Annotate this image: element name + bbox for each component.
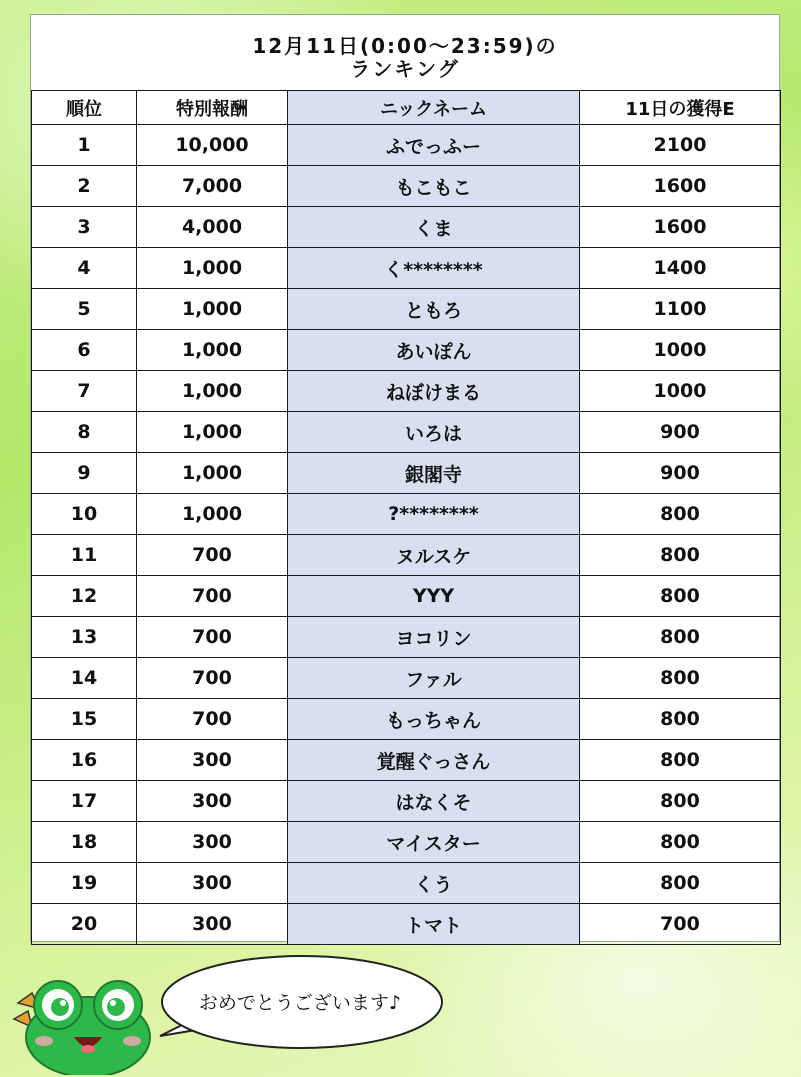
earned-cell: 1100	[580, 289, 781, 330]
earned-cell: 1600	[580, 207, 781, 248]
reward-cell: 700	[137, 699, 288, 740]
rank-cell: 16	[32, 740, 137, 781]
table-row	[32, 904, 781, 945]
table-row	[32, 248, 781, 289]
rank-cell: 5	[32, 289, 137, 330]
nickname-cell: ふでっふー	[288, 125, 580, 166]
reward-cell: 700	[137, 658, 288, 699]
rank-cell: 11	[32, 535, 137, 576]
table-row	[32, 617, 781, 658]
rank-cell: 1	[32, 125, 137, 166]
earned-cell: 1400	[580, 248, 781, 289]
nickname-cell: トマト	[288, 904, 580, 945]
rank-cell: 18	[32, 822, 137, 863]
nickname-cell: もこもこ	[288, 166, 580, 207]
earned-cell: 800	[580, 617, 781, 658]
rank-cell: 15	[32, 699, 137, 740]
earned-cell: 900	[580, 453, 781, 494]
nickname-cell: ファル	[288, 658, 580, 699]
rank-cell: 7	[32, 371, 137, 412]
table-row	[32, 863, 781, 904]
reward-cell: 300	[137, 740, 288, 781]
rank-cell: 14	[32, 658, 137, 699]
reward-cell: 300	[137, 904, 288, 945]
earned-cell: 800	[580, 576, 781, 617]
rank-cell: 13	[32, 617, 137, 658]
reward-cell: 1,000	[137, 371, 288, 412]
rank-cell: 4	[32, 248, 137, 289]
rank-cell: 2	[32, 166, 137, 207]
header-rank: 順位	[32, 91, 137, 125]
nickname-cell: 銀閣寺	[288, 453, 580, 494]
nickname-cell: いろは	[288, 412, 580, 453]
earned-cell: 800	[580, 699, 781, 740]
ranking-table	[31, 90, 781, 945]
earned-cell: 800	[580, 658, 781, 699]
table-row	[32, 699, 781, 740]
rank-cell: 12	[32, 576, 137, 617]
header-reward: 特別報酬	[137, 91, 288, 125]
nickname-cell: くう	[288, 863, 580, 904]
page-title	[31, 15, 779, 91]
reward-cell: 300	[137, 781, 288, 822]
table-row	[32, 412, 781, 453]
ranking-panel	[30, 14, 780, 942]
nickname-cell: ヨコリン	[288, 617, 580, 658]
reward-cell: 1,000	[137, 453, 288, 494]
nickname-cell: くま	[288, 207, 580, 248]
title-line-2: ランキング	[350, 57, 460, 81]
nickname-cell: 覚醒ぐっさん	[288, 740, 580, 781]
table-row	[32, 535, 781, 576]
table-row	[32, 822, 781, 863]
table-row	[32, 125, 781, 166]
reward-cell: 1,000	[137, 248, 288, 289]
nickname-cell: マイスター	[288, 822, 580, 863]
rank-cell: 20	[32, 904, 137, 945]
nickname-cell: く********	[288, 248, 580, 289]
earned-cell: 800	[580, 822, 781, 863]
nickname-cell: もっちゃん	[288, 699, 580, 740]
reward-cell: 10,000	[137, 125, 288, 166]
reward-cell: 700	[137, 535, 288, 576]
earned-cell: 1000	[580, 371, 781, 412]
earned-cell: 2100	[580, 125, 781, 166]
table-row	[32, 166, 781, 207]
reward-cell: 1,000	[137, 412, 288, 453]
rank-cell: 17	[32, 781, 137, 822]
earned-cell: 800	[580, 863, 781, 904]
nickname-cell: あいぽん	[288, 330, 580, 371]
reward-cell: 1,000	[137, 289, 288, 330]
earned-cell: 1600	[580, 166, 781, 207]
nickname-cell: ヌルスケ	[288, 535, 580, 576]
nickname-cell: ?********	[288, 494, 580, 535]
reward-cell: 1,000	[137, 494, 288, 535]
reward-cell: 700	[137, 617, 288, 658]
table-row	[32, 781, 781, 822]
table-row	[32, 453, 781, 494]
earned-cell: 700	[580, 904, 781, 945]
table-row	[32, 289, 781, 330]
table-row	[32, 494, 781, 535]
rank-cell: 10	[32, 494, 137, 535]
rank-cell: 9	[32, 453, 137, 494]
nickname-cell: ねぼけまる	[288, 371, 580, 412]
reward-cell: 300	[137, 822, 288, 863]
earned-cell: 1000	[580, 330, 781, 371]
congrats-message: おめでとうございます♪	[198, 992, 402, 1014]
nickname-cell: ともろ	[288, 289, 580, 330]
table-row	[32, 371, 781, 412]
reward-cell: 300	[137, 863, 288, 904]
nickname-cell: YYY	[288, 576, 580, 617]
table-row	[32, 740, 781, 781]
rank-cell: 19	[32, 863, 137, 904]
table-row	[32, 330, 781, 371]
frog-mascot-icon	[10, 975, 160, 1075]
title-line-1: 12月11日(0:00〜23:59)の	[252, 34, 558, 58]
table-row	[32, 576, 781, 617]
reward-cell: 7,000	[137, 166, 288, 207]
reward-cell: 700	[137, 576, 288, 617]
rank-cell: 3	[32, 207, 137, 248]
earned-cell: 800	[580, 535, 781, 576]
earned-cell: 800	[580, 781, 781, 822]
table-header-row	[32, 91, 781, 125]
header-nickname: ニックネーム	[288, 91, 580, 125]
reward-cell: 1,000	[137, 330, 288, 371]
header-earned: 11日の獲得E	[580, 91, 781, 125]
table-row	[32, 658, 781, 699]
nickname-cell: はなくそ	[288, 781, 580, 822]
reward-cell: 4,000	[137, 207, 288, 248]
earned-cell: 800	[580, 740, 781, 781]
rank-cell: 8	[32, 412, 137, 453]
earned-cell: 800	[580, 494, 781, 535]
table-row	[32, 207, 781, 248]
rank-cell: 6	[32, 330, 137, 371]
earned-cell: 900	[580, 412, 781, 453]
